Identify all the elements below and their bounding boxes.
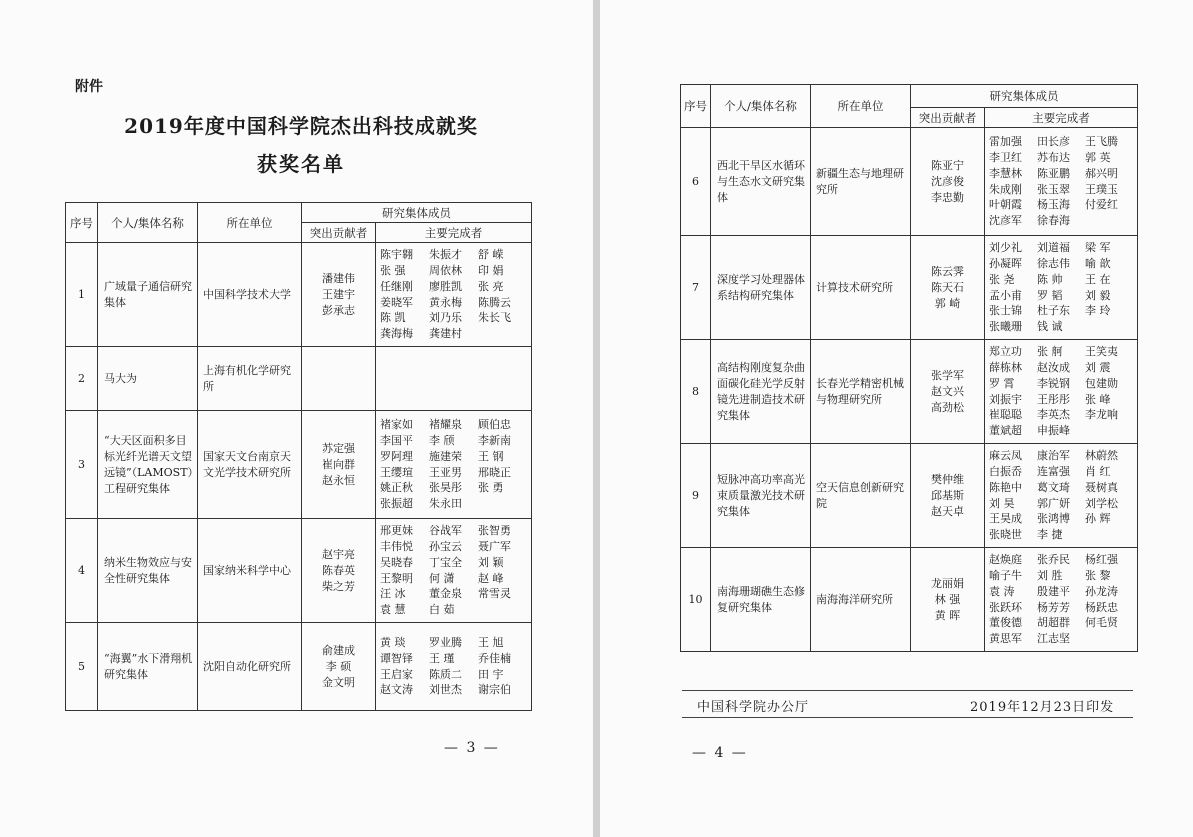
table-row [681, 444, 1138, 548]
contributor-name: 李慧林 [989, 166, 1022, 180]
contributor-name: 郝兴明 [1085, 166, 1118, 180]
awardee-name: 深度学习处理器体系结构研究集体 [711, 236, 811, 340]
row-number: 2 [66, 347, 98, 411]
contributor-name: 赵 峰 [478, 571, 504, 585]
contributor-name: 刘学松 [1085, 496, 1118, 510]
contributor-name: 邢晓正 [478, 465, 511, 479]
contributor-name: 俞建成 [322, 643, 355, 657]
contributor-name: 李国平 [380, 433, 413, 447]
contributor-name: 聂树真 [1085, 480, 1118, 494]
row-number: 8 [681, 340, 711, 444]
contributor-name: 龚建村 [429, 327, 462, 341]
contributor-name: 常雪灵 [478, 587, 511, 601]
outstanding-contributors [302, 347, 376, 411]
institution-name: 上海有机化学研究所 [198, 347, 302, 411]
contributor-name: 叶朝霞 [989, 198, 1022, 212]
contributor-name: 麻云凤 [989, 449, 1022, 463]
contributor-name: 李 捷 [1037, 528, 1063, 542]
contributor-name: 王璞玉 [1085, 182, 1118, 196]
row-number: 3 [66, 411, 98, 519]
issuer-name: 中国科学院办公厅 [697, 700, 810, 715]
outstanding-contributors [302, 519, 376, 623]
contributor-name: 樊仲维 [931, 472, 964, 486]
contributor-name: 田 宇 [478, 667, 504, 681]
contributor-name: 姚正秋 [380, 481, 413, 495]
award-table-page-3 [65, 202, 532, 711]
contributor-name: 沈彦俊 [931, 174, 964, 188]
row-number: 7 [681, 236, 711, 340]
contributor-name: 郭 崎 [934, 296, 961, 310]
row-number: 6 [681, 128, 711, 236]
contributor-grid [989, 448, 1133, 543]
contributor-name: 丰伟悦 [380, 539, 413, 553]
footer-rule-top [682, 690, 1133, 691]
awardee-name: “大天区面积多目标光纤光谱天文望远镜”（LAMOST）工程研究集体 [98, 411, 198, 519]
contributor-name: 陈亚宁 [931, 158, 964, 172]
contributor-name: 赵宇亮 [322, 547, 355, 561]
contributor-name: 王 瑾 [429, 651, 455, 665]
contributor-name: 舒 嵘 [478, 248, 504, 262]
contributor-name: 徐春海 [1037, 214, 1070, 228]
contributor-name: 陈春英 [322, 563, 355, 577]
row-number: 4 [66, 519, 98, 623]
contributor-name: 刘 昊 [989, 496, 1015, 510]
contributor-name: 杨芳芳 [1037, 600, 1070, 614]
contributor-name: 金文明 [322, 675, 355, 689]
contributor-name: 廖胜凯 [429, 279, 462, 293]
institution-name: 沈阳自动化研究所 [198, 623, 302, 711]
main-contributors [376, 519, 532, 623]
contributor-grid [380, 523, 527, 618]
contributor-name: 李 颀 [429, 433, 455, 447]
table-header-row [681, 85, 1138, 108]
contributor-name: 董俊德 [989, 616, 1022, 630]
contributor-name: 张跃环 [989, 600, 1022, 614]
contributor-name: 赵文兴 [931, 384, 964, 398]
contributor-name: 陈宇翱 [380, 248, 413, 262]
contributor-name: 林 强 [934, 592, 961, 606]
awardee-name: 马大为 [98, 347, 198, 411]
contributor-name: 周依林 [429, 263, 462, 277]
contributor-name: 赵汝成 [1037, 360, 1070, 374]
contributor-name: 王建宇 [322, 287, 355, 301]
main-contributors [985, 340, 1138, 444]
header-name: 个人/集体名称 [711, 85, 811, 128]
contributor-name: 赵焕庭 [989, 553, 1022, 567]
page-number: — 4 — [692, 745, 748, 761]
table-row [681, 236, 1138, 340]
contributor-name: 谢宗伯 [478, 683, 511, 697]
contributor-name: 孙 辉 [1085, 512, 1111, 526]
contributor-name: 张昊彤 [429, 481, 462, 495]
contributor-name: 龚海梅 [380, 327, 413, 341]
contributor-name: 张 峰 [1085, 392, 1111, 406]
contributor-name: 印 娟 [478, 263, 504, 277]
contributor-name: 刘 胜 [1037, 568, 1063, 582]
outstanding-contributors [302, 411, 376, 519]
contributor-name: 李龙响 [1085, 408, 1118, 422]
contributor-name: 陈 帅 [1037, 272, 1063, 286]
table-row [66, 347, 532, 411]
contributor-name: 丁宝全 [429, 555, 462, 569]
contributor-name: 白振岙 [989, 464, 1022, 478]
header-members: 研究集体成员 [302, 203, 532, 223]
contributor-name: 张学军 [931, 368, 964, 382]
contributor-name: 张鸿博 [1037, 512, 1070, 526]
outstanding-contributors [911, 128, 985, 236]
contributor-name: 杜子东 [1037, 304, 1070, 318]
contributor-name: 苏布达 [1037, 150, 1070, 164]
contributor-name: 苏定强 [322, 441, 355, 455]
contributor-name: 王 钢 [478, 449, 504, 463]
contributor-name: 刘 震 [1085, 360, 1111, 374]
contributor-name: 罗 霄 [989, 376, 1015, 390]
institution-name: 空天信息创新研究院 [811, 444, 911, 548]
contributor-grid [989, 134, 1133, 229]
contributor-name: 柴之芳 [322, 579, 355, 593]
contributor-name: 吴晓春 [380, 555, 413, 569]
awardee-name: 西北干旱区水循环与生态水文研究集体 [711, 128, 811, 236]
contributor-name: 孟小甫 [989, 288, 1022, 302]
contributor-name: 高劲松 [931, 400, 964, 414]
contributor-name: 赵文涛 [380, 683, 413, 697]
contributor-name: 梁 军 [1085, 241, 1111, 255]
contributor-name: 李 硕 [325, 659, 352, 673]
table-row [66, 519, 532, 623]
awardee-name: “海翼”水下滑翔机研究集体 [98, 623, 198, 711]
contributor-name: 李新南 [478, 433, 511, 447]
contributor-name: 黄永梅 [429, 295, 462, 309]
outstanding-contributors [302, 623, 376, 711]
contributor-name: 汪 冰 [380, 587, 406, 601]
contributor-name: 张 勇 [478, 481, 504, 495]
contributor-name: 陈天石 [931, 280, 964, 294]
contributor-name: 白 茹 [429, 603, 455, 617]
contributor-name: 王飞腾 [1085, 135, 1118, 149]
row-number: 9 [681, 444, 711, 548]
main-contributors [376, 411, 532, 519]
institution-name: 计算技术研究所 [811, 236, 911, 340]
contributor-name: 朱永田 [429, 497, 462, 511]
contributor-name: 谷战军 [429, 524, 462, 538]
contributor-name: 喻 歆 [1085, 256, 1111, 270]
contributor-name: 陈质二 [429, 667, 462, 681]
contributor-name: 朱成刚 [989, 182, 1022, 196]
main-contributors [985, 128, 1138, 236]
awardee-name: 纳米生物效应与安全性研究集体 [98, 519, 198, 623]
contributor-name: 肖 红 [1085, 464, 1111, 478]
contributor-name: 朱长飞 [478, 311, 511, 325]
contributor-name: 杨跃忠 [1085, 600, 1118, 614]
contributor-name: 乔佳楠 [478, 651, 511, 665]
contributor-name: 陈腾云 [478, 295, 511, 309]
contributor-name: 李 玲 [1085, 304, 1111, 318]
header-outstanding: 突出贡献者 [911, 108, 985, 128]
header-main: 主要完成者 [376, 223, 532, 243]
contributor-name: 王彤彤 [1037, 392, 1070, 406]
contributor-name: 薛栋林 [989, 360, 1022, 374]
contributor-name: 罗 韬 [1037, 288, 1063, 302]
awardee-name: 高结构刚度复杂曲面碳化硅光学反射镜先进制造技术研究集体 [711, 340, 811, 444]
contributor-grid [989, 344, 1133, 439]
contributor-name: 黄 琰 [380, 635, 406, 649]
table-row [681, 548, 1138, 652]
outstanding-contributors [911, 236, 985, 340]
row-number: 1 [66, 243, 98, 347]
contributor-name: 付爱红 [1085, 198, 1118, 212]
table-row [681, 128, 1138, 236]
institution-name: 长春光学精密机械与物理研究所 [811, 340, 911, 444]
contributor-name: 赵天卓 [931, 504, 964, 518]
contributor-name: 陈亚鹏 [1037, 166, 1070, 180]
main-contributors [985, 236, 1138, 340]
awardee-name: 广域量子通信研究集体 [98, 243, 198, 347]
contributor-name: 刘乃乐 [429, 311, 462, 325]
awardee-name: 短脉冲高功率高光束质量激光技术研究集体 [711, 444, 811, 548]
contributor-name: 顾伯忠 [478, 418, 511, 432]
contributor-name: 江志坚 [1037, 632, 1070, 646]
contributor-name: 王 在 [1085, 272, 1111, 286]
main-contributors [985, 444, 1138, 548]
header-no: 序号 [66, 203, 98, 243]
contributor-name: 王缨瑄 [380, 465, 413, 479]
contributor-name: 张晓世 [989, 528, 1022, 542]
main-contributors [376, 243, 532, 347]
contributor-name: 连富强 [1037, 464, 1070, 478]
contributor-name: 王亚男 [429, 465, 462, 479]
contributor-name: 施建荣 [429, 449, 462, 463]
contributor-name: 黄 晖 [934, 608, 961, 622]
contributor-name: 陈艳中 [989, 480, 1022, 494]
contributor-name: 陈 凯 [380, 311, 406, 325]
contributor-name: 刘道福 [1037, 241, 1070, 255]
contributor-name: 徐志伟 [1037, 256, 1070, 270]
page-4 [600, 0, 1193, 837]
contributor-name: 袁 涛 [989, 584, 1015, 598]
contributor-name: 邱基斯 [931, 488, 964, 502]
contributor-name: 孙龙涛 [1085, 584, 1118, 598]
contributor-name: 杨玉海 [1037, 198, 1070, 212]
award-table-page-4 [680, 84, 1138, 652]
contributor-name: 李锐钢 [1037, 376, 1070, 390]
header-members: 研究集体成员 [911, 85, 1138, 108]
main-contributors [985, 548, 1138, 652]
contributor-name: 张振超 [380, 497, 413, 511]
contributor-name: 李卫红 [989, 150, 1022, 164]
outstanding-contributors [911, 340, 985, 444]
contributor-grid [989, 240, 1133, 335]
contributor-name: 彭承志 [322, 303, 355, 317]
institution-name: 中国科学技术大学 [198, 243, 302, 347]
contributor-name: 郭广妍 [1037, 496, 1070, 510]
main-contributors [376, 623, 532, 711]
contributor-name: 潘建伟 [322, 271, 355, 285]
contributor-name: 姜晓军 [380, 295, 413, 309]
contributor-name: 李忠勤 [931, 190, 964, 204]
contributor-name: 谭智铎 [380, 651, 413, 665]
institution-name: 国家纳米科学中心 [198, 519, 302, 623]
contributor-name: 朱振才 [429, 248, 462, 262]
institution-name: 新疆生态与地理研究所 [811, 128, 911, 236]
contributor-name: 褚耀泉 [429, 418, 462, 432]
contributor-name: 刘振宇 [989, 392, 1022, 406]
contributor-name: 孙宝云 [429, 539, 462, 553]
table-row [681, 340, 1138, 444]
contributor-name: 刘 颖 [478, 555, 504, 569]
header-unit: 所在单位 [811, 85, 911, 128]
institution-name: 国家天文台南京天文光学技术研究所 [198, 411, 302, 519]
contributor-name: 张乔民 [1037, 553, 1070, 567]
contributor-name: 张曦珊 [989, 320, 1022, 334]
contributor-grid [380, 417, 527, 512]
contributor-name: 刘少礼 [989, 241, 1022, 255]
contributor-name: 钱 诚 [1037, 320, 1063, 334]
contributor-name: 王启家 [380, 667, 413, 681]
footer-rule-bottom [682, 717, 1133, 718]
institution-name: 南海海洋研究所 [811, 548, 911, 652]
contributor-name: 王昊成 [989, 512, 1022, 526]
contributor-name: 田长彦 [1037, 135, 1070, 149]
contributor-grid [380, 635, 527, 698]
contributor-name: 张玉翠 [1037, 182, 1070, 196]
contributor-name: 张士锦 [989, 304, 1022, 318]
contributor-name: 雷加强 [989, 135, 1022, 149]
contributor-name: 袁 慧 [380, 603, 406, 617]
contributor-name: 殷建平 [1037, 584, 1070, 598]
contributor-name: 孙凝晖 [989, 256, 1022, 270]
contributor-name: 申振峰 [1037, 424, 1070, 438]
issue-date: 2019年12月23日印发 [970, 700, 1115, 715]
contributor-name: 张智勇 [478, 524, 511, 538]
outstanding-contributors [911, 444, 985, 548]
page-3 [0, 0, 593, 837]
contributor-name: 杨红强 [1085, 553, 1118, 567]
contributor-name: 龙丽娟 [931, 576, 964, 590]
row-number: 5 [66, 623, 98, 711]
contributor-name: 罗业腾 [429, 635, 462, 649]
contributor-name: 喻子牛 [989, 568, 1022, 582]
contributor-name: 葛文琦 [1037, 480, 1070, 494]
header-no: 序号 [681, 85, 711, 128]
contributor-name: 王笑夷 [1085, 345, 1118, 359]
header-main: 主要完成者 [985, 108, 1138, 128]
contributor-name: 张 尧 [989, 272, 1015, 286]
contributor-name: 包建勋 [1085, 376, 1118, 390]
page-number: — 3 — [444, 740, 500, 756]
contributor-name: 郑立功 [989, 345, 1022, 359]
contributor-name: 崔向群 [322, 457, 355, 471]
awardee-name: 南海珊瑚礁生态修复研究集体 [711, 548, 811, 652]
contributor-name: 王黎明 [380, 571, 413, 585]
contributor-name: 郭 英 [1085, 150, 1111, 164]
contributor-name: 褚家如 [380, 418, 413, 432]
contributor-name: 邢更妹 [380, 524, 413, 538]
contributor-name: 沈彦军 [989, 214, 1022, 228]
contributor-grid [989, 552, 1133, 647]
contributor-name: 林蔚然 [1085, 449, 1118, 463]
header-outstanding: 突出贡献者 [302, 223, 376, 243]
document-subtitle: 获奖名单 [257, 152, 345, 176]
contributor-name: 任继刚 [380, 279, 413, 293]
contributor-name: 聂广军 [478, 539, 511, 553]
contributor-name: 赵永恒 [322, 473, 355, 487]
contributor-name: 王 旭 [478, 635, 504, 649]
header-unit: 所在单位 [198, 203, 302, 243]
contributor-name: 刘 毅 [1085, 288, 1111, 302]
contributor-name: 张 亮 [478, 279, 504, 293]
contributor-name: 刘世杰 [429, 683, 462, 697]
table-row [66, 411, 532, 519]
contributor-name: 李英杰 [1037, 408, 1070, 422]
outstanding-contributors [911, 548, 985, 652]
contributor-name: 崔聪聪 [989, 408, 1022, 422]
contributor-name: 陈云霁 [931, 264, 964, 278]
contributor-name: 张 强 [380, 263, 406, 277]
contributor-name: 康治军 [1037, 449, 1070, 463]
outstanding-contributors [302, 243, 376, 347]
contributor-grid [380, 247, 527, 342]
row-number: 10 [681, 548, 711, 652]
table-row [66, 623, 532, 711]
table-row [66, 243, 532, 347]
main-contributors [376, 347, 532, 411]
table-header-row [66, 203, 532, 223]
contributor-name: 何毛贤 [1085, 616, 1118, 630]
contributor-name: 张 舸 [1037, 345, 1063, 359]
document-title: 2019年度中国科学院杰出科技成就奖 [124, 114, 478, 138]
page-gutter [593, 0, 600, 837]
contributor-name: 胡超群 [1037, 616, 1070, 630]
contributor-name: 张 黎 [1085, 568, 1111, 582]
attachment-label: 附件 [75, 79, 103, 95]
contributor-name: 董金泉 [429, 587, 462, 601]
contributor-name: 董斌超 [989, 424, 1022, 438]
header-name: 个人/集体名称 [98, 203, 198, 243]
contributor-name: 黄思军 [989, 632, 1022, 646]
contributor-name: 罗阿理 [380, 449, 413, 463]
contributor-name: 何 潇 [429, 571, 455, 585]
